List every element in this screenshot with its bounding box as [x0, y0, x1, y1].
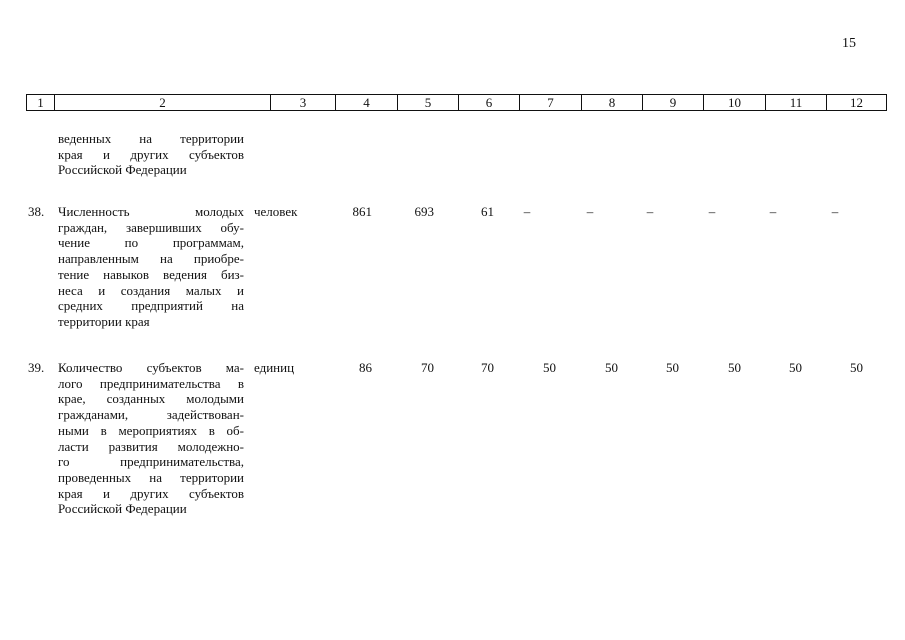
text-line: гражданами, задействован-: [58, 407, 244, 423]
column-header: 1: [27, 95, 55, 111]
column-header: 10: [704, 95, 766, 111]
text-line: го предпринимательства,: [58, 454, 244, 470]
text-line: крае, созданных молодыми: [58, 391, 244, 407]
text-line: ласти развития молодежно-: [58, 438, 244, 454]
value-cell: –: [523, 204, 531, 219]
column-header: 12: [827, 95, 887, 111]
column-header-row: [26, 94, 887, 111]
value-cell: 861: [352, 204, 372, 219]
value-cell: –: [646, 204, 654, 219]
column-header: 7: [520, 95, 582, 111]
value-cell: 70: [481, 360, 494, 375]
text-line: веденных на территории: [58, 131, 244, 146]
value-cell: 61: [481, 204, 494, 219]
value-cell: –: [831, 204, 839, 219]
text-line: Российской Федерации: [58, 501, 187, 517]
text-line: края и других субъектов: [58, 485, 244, 501]
column-header: 11: [766, 95, 827, 111]
text-line: проведенных на территории: [58, 469, 244, 485]
column-header: 8: [582, 95, 643, 111]
value-cell: 50: [850, 360, 863, 375]
text-line: направленным на приобре-: [58, 251, 244, 267]
text-line: средних предприятий на: [58, 298, 244, 314]
value-cell: –: [769, 204, 777, 219]
value-cell: 50: [666, 360, 679, 375]
row-number: 39.: [28, 360, 45, 375]
value-cell: 693: [414, 204, 434, 219]
unit-cell: человек: [254, 204, 298, 219]
unit-cell: единиц: [254, 360, 295, 375]
column-header: 4: [336, 95, 398, 111]
row-number: 38.: [28, 204, 45, 219]
text-line: чение по программам,: [58, 235, 244, 251]
column-header: 2: [55, 95, 271, 111]
value-cell: 50: [605, 360, 618, 375]
value-cell: 50: [728, 360, 741, 375]
text-line: неса и создания малых и: [58, 282, 244, 298]
text-line: ными в мероприятиях в об-: [58, 422, 244, 438]
continuation-text: [58, 131, 244, 178]
text-line: Российской Федерации: [58, 162, 187, 178]
text-line: граждан, завершивших обу-: [58, 219, 244, 235]
indicator-name: [58, 204, 244, 330]
column-header: 3: [271, 95, 336, 111]
column-header: 5: [398, 95, 459, 111]
indicator-name: [58, 360, 244, 517]
value-cell: –: [586, 204, 594, 219]
page-number: 15: [842, 36, 856, 51]
text-line: Численность молодых: [58, 204, 244, 219]
value-cell: –: [708, 204, 716, 219]
text-line: лого предпринимательства в: [58, 375, 244, 391]
column-header: 9: [643, 95, 704, 111]
value-cell: 50: [543, 360, 556, 375]
value-cell: 50: [789, 360, 802, 375]
text-line: территории края: [58, 313, 150, 329]
text-line: Количество субъектов ма-: [58, 360, 244, 375]
text-line: тение навыков ведения биз-: [58, 266, 244, 282]
column-header: 6: [459, 95, 520, 111]
text-line: края и других субъектов: [58, 146, 244, 162]
value-cell: 70: [421, 360, 434, 375]
value-cell: 86: [359, 360, 372, 375]
